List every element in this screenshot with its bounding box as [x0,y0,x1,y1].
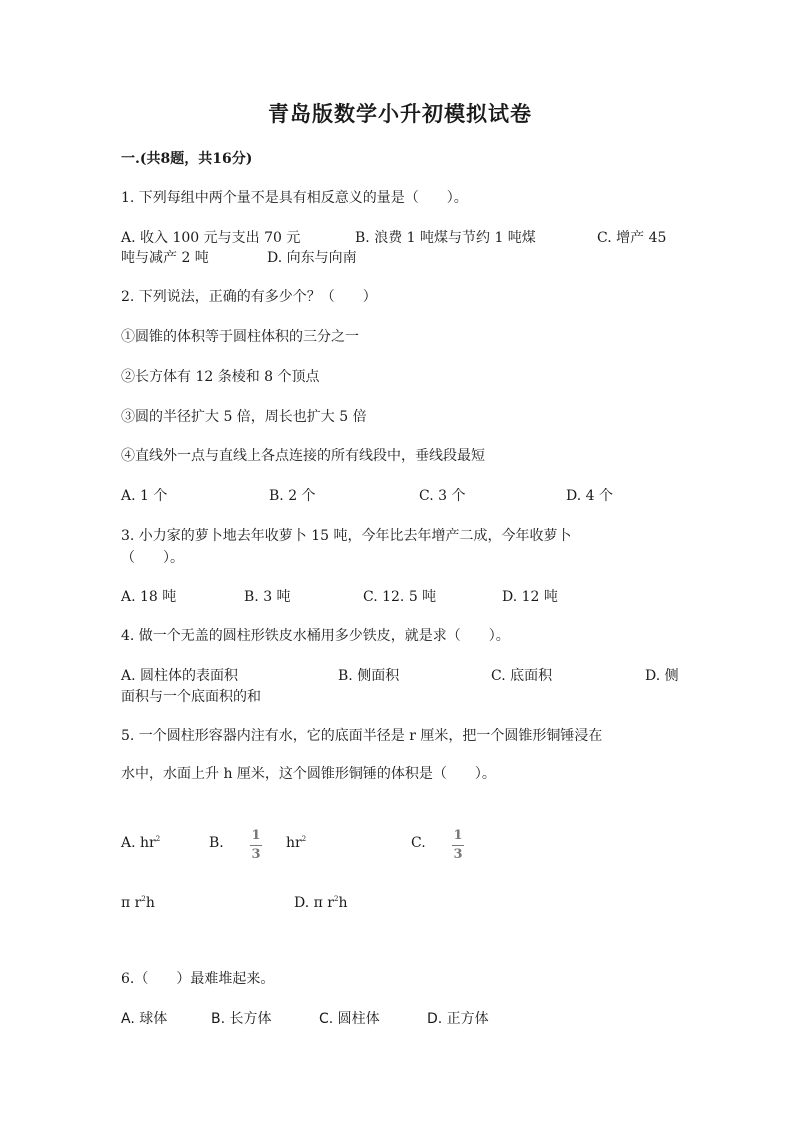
fraction-denominator: 3 [453,847,463,862]
question-2-option-d: D. 4 个 [566,488,613,504]
question-5-option-b-label: B. [209,835,224,851]
question-5-option-c-expression [121,894,155,912]
question-4-option-b: B. 侧面积 [338,668,400,684]
question-3-stem-cont: （ ）。 [121,550,184,566]
question-4-option-d-cont: 面积与一个底面积的和 [121,689,261,705]
question-3-option-a: A. 18 吨 [121,589,177,605]
question-2-statement-1: ①圆锥的体积等于圆柱体积的三分之一 [121,329,359,345]
question-2-option-b: B. 2 个 [269,488,316,504]
question-2-statement-4: ④直线外一点与直线上各点连接的所有线段中，垂线段最短 [121,448,485,464]
question-5-option-c-label: C. [411,835,426,851]
fraction-denominator: 3 [251,847,261,862]
question-2-statement-3: ③圆的半径扩大 5 倍，周长也扩大 5 倍 [121,409,367,425]
option-c-text-end: h [145,895,155,911]
option-d-exponent: 2 [333,895,339,903]
question-5-option-b-expression [286,834,306,852]
question-5-option-a [121,834,160,852]
question-1-stem: 1. 下列每组中两个量不是具有相反意义的量是（ ）。 [121,190,468,206]
fraction-bar [452,845,464,846]
question-5-stem-cont: 水中，水面上升 h 厘米，这个圆锥形铜锤的体积是（ ）。 [121,766,496,782]
question-3-option-c: C. 12. 5 吨 [363,589,437,605]
question-3-option-b: B. 3 吨 [244,589,291,605]
fraction-numerator: 1 [453,828,463,843]
question-1-option-c: C. 增产 45 [597,230,667,246]
question-2-stem: 2. 下列说法，正确的有多少个？（ ） [121,289,377,305]
question-6-option-c: C. 圆柱体 [319,1011,380,1027]
question-6-stem: 6.（ ）最难堆起来。 [121,971,275,987]
question-4-stem: 4. 做一个无盖的圆柱形铁皮水桶用多少铁皮，就是求（ ）。 [121,628,510,644]
option-a-exponent: 2 [155,835,161,843]
question-4-option-d: D. 侧 [645,668,679,684]
question-2-option-a: A. 1 个 [121,488,168,504]
option-c-exponent: 2 [141,895,146,903]
question-4-option-c: C. 底面积 [491,668,553,684]
question-6-option-a: A. 球体 [121,1011,168,1027]
question-2-statement-2: ②长方体有 12 条棱和 8 个顶点 [121,369,320,385]
question-6-option-b: B. 长方体 [211,1011,272,1027]
question-1-option-c-cont: 吨与减产 2 吨 [121,250,209,266]
section-heading: 一.(共8题，共16分) [121,151,253,167]
fraction-numerator: 1 [251,828,261,843]
option-c-text: π r [121,895,142,911]
question-1-option-a: A. 收入 100 元与支出 70 元 [121,230,301,246]
question-2-option-c: C. 3 个 [419,488,466,504]
option-a-text: A. hr [121,835,156,851]
option-d-text: D. π r [294,895,334,911]
fraction-one-third [451,829,465,862]
question-6-option-d: D. 正方体 [427,1011,489,1027]
question-4-option-a: A. 圆柱体的表面积 [121,668,239,684]
fraction-bar [250,845,262,846]
option-b-exponent: 2 [301,835,307,843]
question-5-stem: 5. 一个圆柱形容器内注有水，它的底面半径是 r 厘米，把一个圆锥形铜锤浸在 [121,728,603,744]
question-3-option-d: D. 12 吨 [502,589,558,605]
option-d-text-end: h [338,895,348,911]
question-1-option-b: B. 浪费 1 吨煤与节约 1 吨煤 [355,230,536,246]
exam-title: 青岛版数学小升初模拟试卷 [268,101,532,126]
option-b-text: hr [286,835,302,851]
question-1-option-d: D. 向东与向南 [267,250,357,266]
fraction-one-third [249,829,263,862]
question-3-stem: 3. 小力家的萝卜地去年收萝卜 15 吨，今年比去年增产二成，今年收萝卜 [121,528,572,544]
question-5-option-d [294,894,347,912]
